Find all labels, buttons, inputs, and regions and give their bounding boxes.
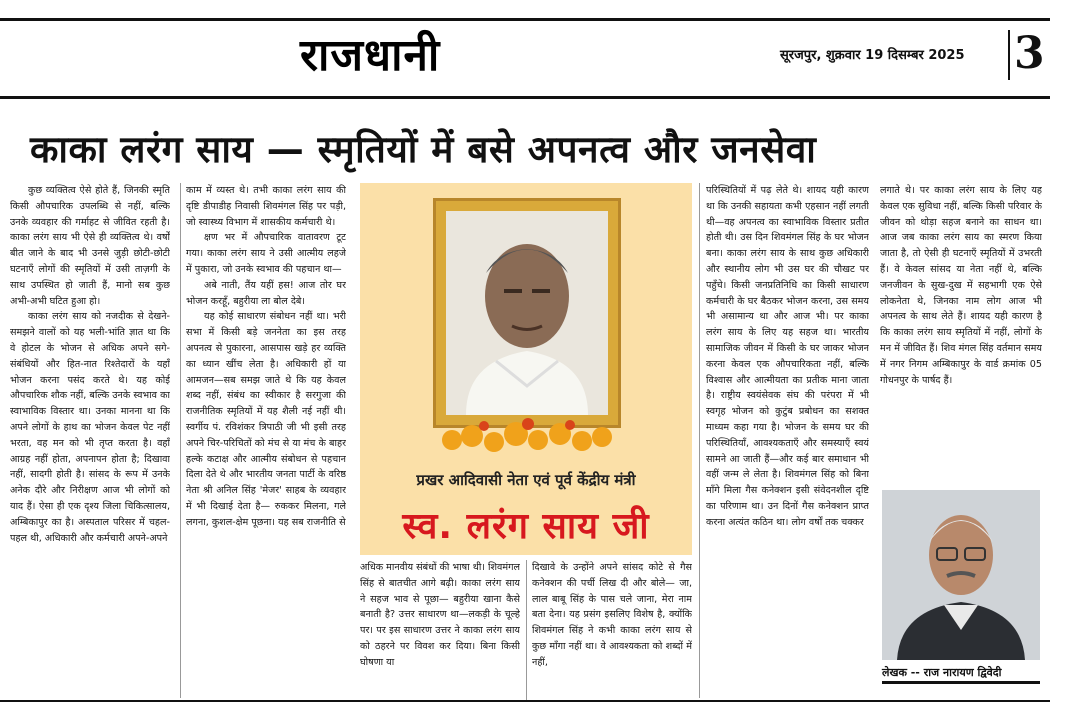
portrait-illustration (446, 211, 608, 415)
article-column-5 (706, 183, 869, 698)
top-rule (0, 18, 1050, 21)
paragraph: कुछ व्यक्तित्व ऐसे होते हैं, जिनकी स्मृति किसी औपचारिक उपलब्धि से नहीं, बल्कि उनके व्यवहार की गर्माहट से जीवित रहती है। काका लरंग साय भी ऐसे ही व्यक्तित्व थे। वर्षों बीत जाने के बाद भी उनसे जुड़ी छोटी-छोटी घटनाएँ लोगों की स्मृतियों में उसी ताज़गी के साथ उपस्थित हो जाती हैं, मानो सब कुछ अभी-अभी घटित हुआ हो। (10, 185, 170, 307)
masthead-bottom-rule (0, 96, 1050, 99)
paragraph: लगाते थे। पर काका लरंग साय के लिए यह केवल एक सुविधा नहीं, बल्कि किसी परिवार के जीवन को थोड़ा सहज बनाने का साधन था। आज जब काका लरंग साय का स्मरण किया जाता है, तो ऐसी ही घटनाएँ स्मृतियों में उभरती हैं। वे केवल सांसद या नेता नहीं थे, बल्कि जनजीवन के सुख-दुख में सहभागी एक ऐसे लोकनेता थे, जिनका नाम लोग आज भी अपनत्व के साथ लेते हैं। शायद यही कारण है कि काका लरंग साय स्मृतियों में नहीं, लोगों के मन में जीवित हैं। शिव मंगल सिंह वर्तमान समय में नगर निगम अम्बिकापुर के वार्ड क्रमांक 05 गोधनपुर के पार्षद हैं। (880, 185, 1042, 386)
bottom-rule (0, 700, 1050, 702)
dateline: सूरजपुर, शुक्रवार 19 दिसम्बर 2025 (780, 48, 965, 63)
memorial-name: स्व. लरंग साय जी (402, 506, 650, 547)
paragraph: क्षण भर में औपचारिक वातावरण टूट गया। काका लरंग साय ने उसी आत्मीय लहजे में पुकारा, जो उनके स्वभाव की पहचान था— (186, 232, 346, 275)
paragraph: अधिक मानवीय संबंधों की भाषा थी। शिवमंगल सिंह से बातचीत आगे बढ़ी। काका लरंग साय ने सहज भाव से पूछा— बहुरीया खाना कैसे बनाती है? उत्तर साधारण था—लकड़ी के चूल्हे पर। पर इस साधारण उत्तर ने काका लरंग साय को ठहरने पर विवश कर दिया। बिना किसी घोषणा या (360, 562, 520, 668)
portrait-photo (446, 211, 608, 415)
paragraph: काम में व्यस्त थे। तभी काका लरंग साय की दृष्टि डीपाडीह निवासी शिवमंगल सिंह पर पड़ी, जो स्वास्थ्य विभाग में शासकीय कर्मचारी थे। (186, 185, 346, 228)
column-divider (526, 560, 527, 700)
headline: काका लरंग साय — स्मृतियों में बसे अपनत्व और जनसेवा (30, 128, 817, 171)
column-divider (180, 183, 181, 698)
masthead-title: राजधानी (300, 30, 441, 81)
paragraph: दिखावे के उन्होंने अपने सांसद कोटे से गैस कनेक्शन की पर्ची लिख दी और बोले— जा, लाल बाबू सिंह के पास चले जाना, मेरा नाम बता देना। यह प्रसंग इसलिए विशेष है, क्योंकि शिवमंगल सिंह ने कभी काका लरंग साय से कुछ माँगा नहीं था। वे आवश्यकता को शब्दों में नहीं, (532, 562, 692, 668)
memorial-subtitle: प्रखर आदिवासी नेता एवं पूर्व केंद्रीय मंत्री (416, 471, 636, 489)
page-number: 3 (1014, 28, 1045, 79)
byline: लेखक -- राज नारायण द्विवेदी (882, 665, 1040, 684)
flower-garland (440, 412, 615, 460)
author-photo (882, 490, 1040, 660)
article-column-3 (360, 560, 520, 700)
article-column-4 (532, 560, 692, 700)
paragraph: यह कोई साधारण संबोधन नहीं था। भरी सभा में किसी बड़े जननेता का इस तरह अपनत्व से पुकारना, आसपास खड़े हर व्यक्ति का ध्यान खींच लेता है। अधिकारी हों या आमजन—सब समझ जाते थे कि यह केवल शब्द नहीं, संबंध का स्वीकार है सरगुजा की राजनीतिक स्मृतियों में यह शैली नई नहीं थी। स्वर्गीय पं. रविशंकर त्रिपाठी जी भी इसी तरह अपने चिर-परिचितों को मंच से या मंच के बाहर हल्के कटाक्ष और आत्मीय संबोधन से पहचान दिला देते थे और भारतीय जनता पार्टी के वरिष्ठ नेता श्री अनिल सिंह 'मेजर' साहब के व्यवहार में भी दिखाई देता है— रुककर मिलना, गले लगना, कुशल-क्षेम पूछना। यह सब राजनीति से (186, 311, 346, 528)
paragraph: अबे नाती, तैंय यहीं हस! आज तोर घर भोजन करहूँ, बहुरीया ला बोल देबे। (186, 279, 346, 307)
paragraph: काका लरंग साय को नजदीक से देखने-समझने वालों को यह भली-भांति ज्ञात था कि वे होटल के भोजन से अधिक अपने सगे-संबंधियों और हित-नात रिश्तेदारों के यहाँ भोजन करना पसंद करते थे। यह कोई औपचारिक शौक नहीं, बल्कि उनके स्वभाव का स्वाभाविक विस्तार था। उनका मानना था कि अपने लोगों के हाथ का भोजन केवल पेट नहीं भरता, वह मन को भी तृप्त करता है। वहाँ आग्रह नहीं होता, अपनापन होता है; दिखावा नहीं, सादगी होती है। सांसद के रूप में उनके अनेक दौरे और निरीक्षण आज भी लोगों को याद हैं। ऐसा ही एक दृश्य जिला चिकित्सालय, अम्बिकापुर का है। अस्पताल परिसर में चहल-पहल थी, अधिकारी और कर्मचारी अपने-अपने (10, 311, 170, 544)
article-column-6 (880, 183, 1042, 483)
author-illustration (882, 490, 1040, 660)
column-divider (699, 183, 700, 698)
pageno-divider (1008, 30, 1010, 80)
paragraph: परिस्थितियों में पढ़ लेते थे। शायद यही कारण था कि उनकी सहायता कभी एहसान नहीं लगती थी—वह अपनत्व का स्वाभाविक विस्तार प्रतीत होती थी। उस दिन शिवमंगल सिंह के घर भोजन बना। काका लरंग साय के साथ कुछ अधिकारी और स्थानीय लोग भी उस घर की चौखट पर पहुँचे। किसी जनप्रतिनिधि का किसी साधारण कर्मचारी के घर बैठकर भोजन करना, उस समय भी असामान्य था और आज भी। पर काका लरंग साय के लिए यह सहज था। भारतीय सामाजिक जीवन में किसी के घर जाकर भोजन करना केवल एक औपचारिकता नहीं, बल्कि विश्वास और आत्मीयता का प्रतीक माना जाता है। राष्ट्रीय स्वयंसेवक संघ की परंपरा में भी स्वगृह भोजन को कुटुंब प्रबोधन का सशक्त माध्यम कहा गया है। भोजन के समय घर की परिस्थितियाँ, आवश्यकताएँ और समस्याएँ स्वयं सामने आ जाती हैं—और कई बार समाधान भी वहीं जन्म ले लेता है। शिवमंगल सिंह को बिना माँगे मिला गैस कनेक्शन इसी संवेदनशील दृष्टि का परिणाम था। उन दिनों गैस कनेक्शन प्राप्त करना अत्यंत कठिन था। लोग वर्षों तक चक्कर (706, 185, 869, 528)
portrait-frame (433, 198, 621, 428)
article-column-1 (10, 183, 170, 698)
article-column-2 (186, 183, 346, 698)
